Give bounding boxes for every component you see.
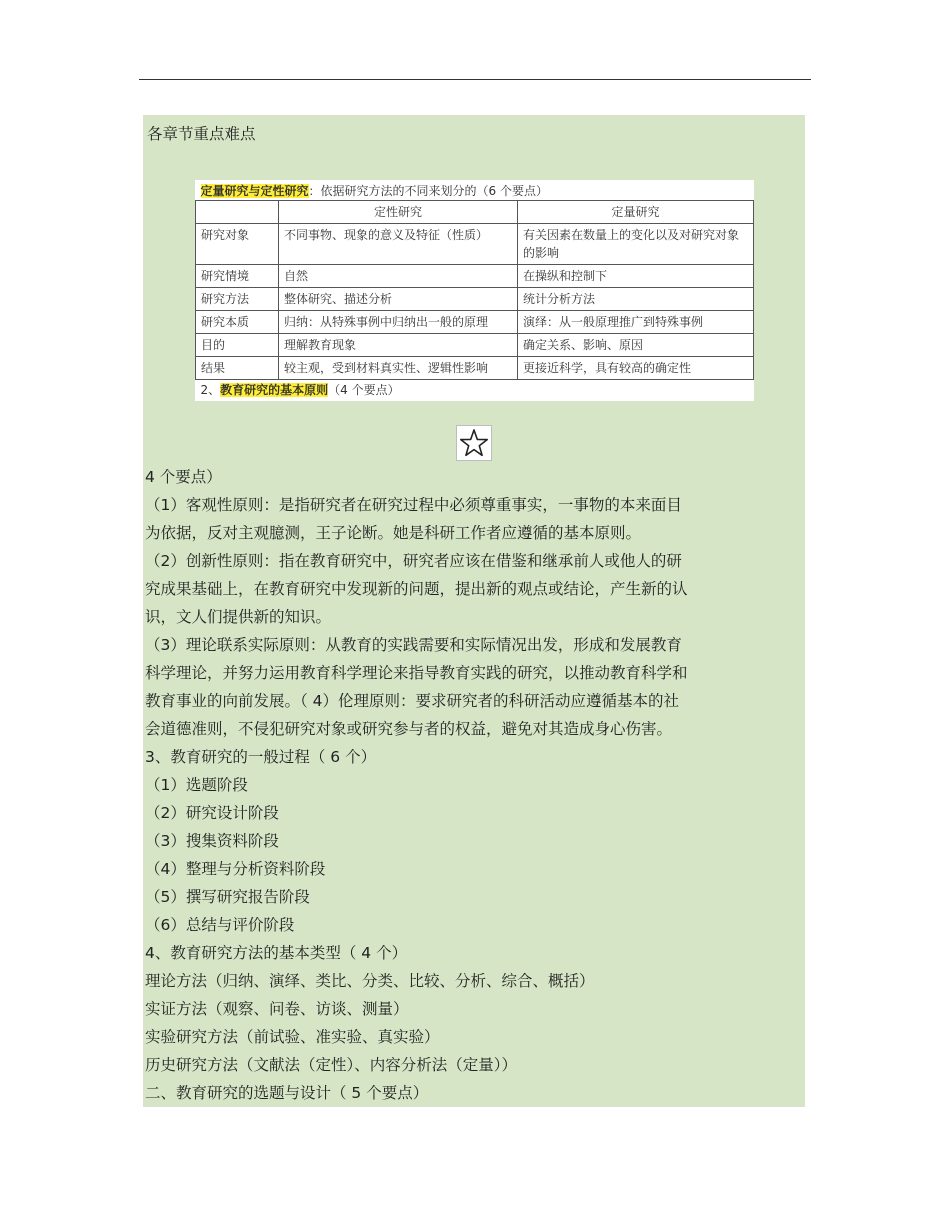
table-cell: 研究对象 <box>196 224 279 265</box>
table-row <box>196 265 754 288</box>
page-heading: 各章节重点难点 <box>147 125 256 143</box>
text-line: 历史研究方法（文献法（定性）、内容分析法（定量）） <box>145 1056 518 1074</box>
table-row <box>196 288 754 311</box>
table-caption-row <box>196 180 754 201</box>
table-cell: 自然 <box>279 265 518 288</box>
table-cell: 在操纵和控制下 <box>518 265 754 288</box>
text-line: 实证方法（观察、问卷、访谈、测量） <box>145 1000 409 1018</box>
text-line: （4）整理与分析资料阶段 <box>145 860 326 878</box>
footer-prefix: 2、 <box>200 383 221 397</box>
table-cell: 有关因素在数量上的变化以及对研究对象的影响 <box>518 224 754 265</box>
table-cell: 确定关系、影响、原因 <box>518 334 754 357</box>
table-footer-row <box>196 380 754 402</box>
text-line: （1）选题阶段 <box>145 776 248 794</box>
table-cell: 理解教育现象 <box>279 334 518 357</box>
table-cell: 演绎：从一般原理推广到特殊事例 <box>518 311 754 334</box>
text-line: （1）客观性原则：是指研究者在研究过程中必须尊重事实，一事物的本来面目 <box>145 496 682 514</box>
text-line: 教育事业的向前发展。（ 4）伦理原则：要求研究者的科研活动应遵循基本的社 <box>145 692 680 710</box>
text-line: 为依据，反对主观臆测，王子论断。她是科研工作者应遵循的基本原则。 <box>145 524 642 542</box>
text-line: 科学理论，并努力运用教育科学理论来指导教育实践的研究，以推动教育科学和 <box>145 664 688 682</box>
header-cell: 定性研究 <box>279 201 518 224</box>
table-cell: 研究本质 <box>196 311 279 334</box>
footer-highlight: 教育研究的基本原则 <box>220 383 329 397</box>
table-row <box>196 311 754 334</box>
table-cell: 研究情境 <box>196 265 279 288</box>
table-cell: 统计分析方法 <box>518 288 754 311</box>
table-cell: 目的 <box>196 334 279 357</box>
text-line: 二、教育研究的选题与设计（ 5 个要点） <box>145 1084 429 1102</box>
text-line: 4 个要点） <box>145 468 222 486</box>
text-line: （2）研究设计阶段 <box>145 804 279 822</box>
text-line: 实验研究方法（前试验、准实验、真实验） <box>145 1028 440 1046</box>
text-line: 4、教育研究方法的基本类型（ 4 个） <box>145 944 408 962</box>
caption-highlight: 定量研究与定性研究 <box>200 184 309 198</box>
table-cell: 结果 <box>196 357 279 380</box>
table-cell: 研究方法 <box>196 288 279 311</box>
text-line: （3）搜集资料阶段 <box>145 832 279 850</box>
comparison-table <box>195 180 754 401</box>
text-line: （2）创新性原则：指在教育研究中，研究者应该在借鉴和继承前人或他人的研 <box>145 552 682 570</box>
table-cell: 较主观，受到材料真实性、逻辑性影响 <box>279 357 518 380</box>
table-row <box>196 357 754 380</box>
table-cell: 不同事物、现象的意义及特征（性质） <box>279 224 518 265</box>
text-line: （5）撰写研究报告阶段 <box>145 888 310 906</box>
header-cell <box>196 201 279 224</box>
header-cell: 定量研究 <box>518 201 754 224</box>
table-cell: 归纳：从特殊事例中归纳出一般的原理 <box>279 311 518 334</box>
table-row <box>196 224 754 265</box>
caption-text: ：依据研究方法的不同来划分的（6 个要点） <box>308 184 548 198</box>
table-cell: 更接近科学，具有较高的确定性 <box>518 357 754 380</box>
text-line: （6）总结与评价阶段 <box>145 916 295 934</box>
star-icon[interactable] <box>456 425 492 461</box>
table-header-row <box>196 201 754 224</box>
text-line: （3）理论联系实际原则：从教育的实践需要和实际情况出发，形成和发展教育 <box>145 636 682 654</box>
text-line: 识，文人们提供新的知识。 <box>145 608 332 626</box>
text-line: 究成果基础上，在教育研究中发现新的问题，提出新的观点或结论，产生新的认 <box>145 580 688 598</box>
table-row <box>196 334 754 357</box>
footer-text: （4 个要点） <box>328 383 400 397</box>
header-rule <box>139 79 811 80</box>
text-line: 3、教育研究的一般过程（ 6 个） <box>145 748 377 766</box>
text-line: 理论方法（归纳、演绎、类比、分类、比较、分析、综合、概括） <box>145 972 595 990</box>
body-text <box>145 463 795 1107</box>
table-cell: 整体研究、描述分析 <box>279 288 518 311</box>
text-line: 会道德准则，不侵犯研究对象或研究参与者的权益，避免对其造成身心伤害。 <box>145 720 673 738</box>
